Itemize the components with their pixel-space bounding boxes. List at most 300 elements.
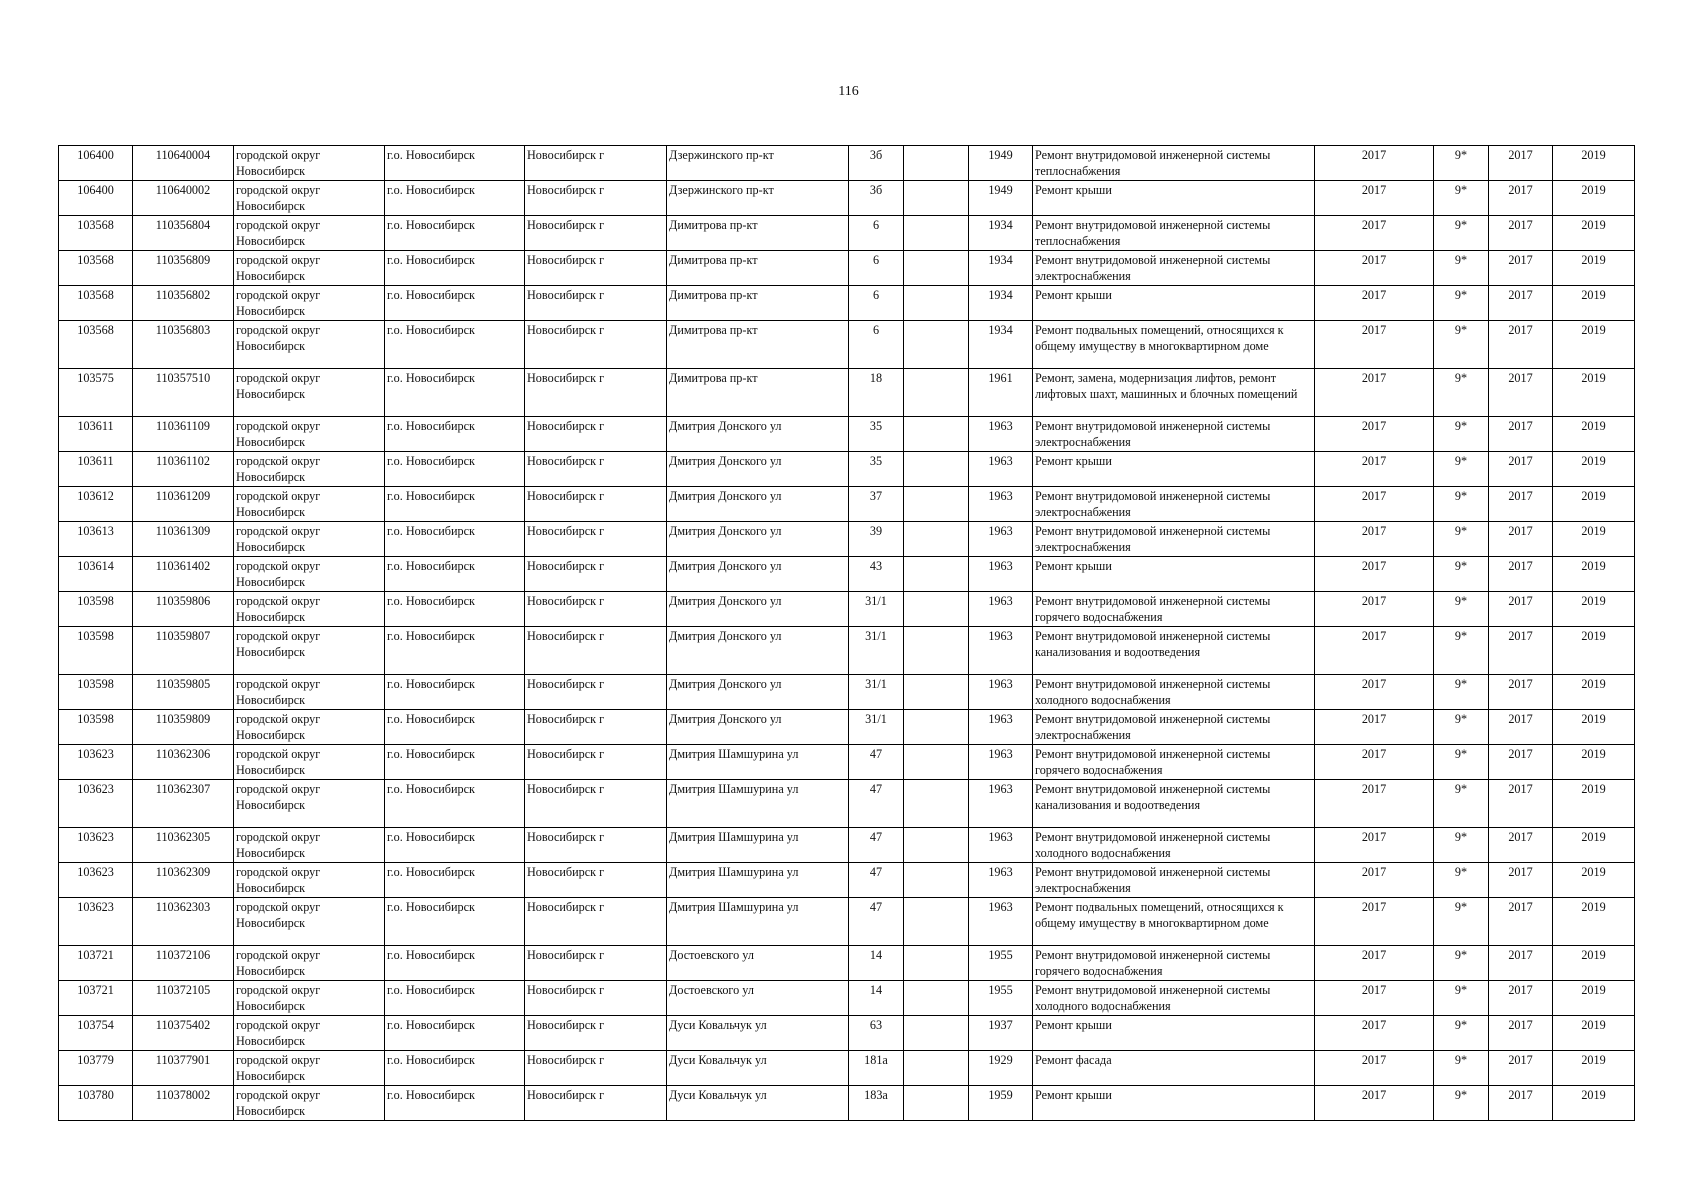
city-cell: Новосибирск г (525, 627, 667, 675)
street-cell: Дмитрия Донского ул (667, 557, 849, 592)
extra-cell (904, 898, 969, 946)
year-built-cell: 1963 (969, 780, 1033, 828)
city-cell: Новосибирск г (525, 487, 667, 522)
category-cell: 9* (1434, 780, 1489, 828)
plan-year-cell: 2017 (1315, 286, 1434, 321)
city-cell: Новосибирск г (525, 710, 667, 745)
year-from-cell: 2017 (1489, 522, 1553, 557)
street-cell: Дзержинского пр-кт (667, 146, 849, 181)
street-cell: Дмитрия Донского ул (667, 522, 849, 557)
house-number-cell: 6 (849, 216, 904, 251)
category-cell: 9* (1434, 487, 1489, 522)
year-built-cell: 1934 (969, 286, 1033, 321)
object-id-cell: 103623 (59, 828, 133, 863)
work-type-cell: Ремонт внутридомовой инженерной системы электроснабжения (1033, 863, 1315, 898)
object-id-cell: 106400 (59, 146, 133, 181)
year-built-cell: 1963 (969, 452, 1033, 487)
district-cell: г.о. Новосибирск (385, 216, 525, 251)
object-id-cell: 103598 (59, 710, 133, 745)
year-from-cell: 2017 (1489, 557, 1553, 592)
municipality-cell: городской округ Новосибирск (234, 898, 385, 946)
category-cell: 9* (1434, 1016, 1489, 1051)
city-cell: Новосибирск г (525, 1051, 667, 1086)
year-built-cell: 1929 (969, 1051, 1033, 1086)
street-cell: Дуси Ковальчук ул (667, 1086, 849, 1121)
category-cell: 9* (1434, 1051, 1489, 1086)
work-code-cell: 110361102 (133, 452, 234, 487)
municipality-cell: городской округ Новосибирск (234, 181, 385, 216)
extra-cell (904, 1086, 969, 1121)
house-number-cell: 43 (849, 557, 904, 592)
district-cell: г.о. Новосибирск (385, 981, 525, 1016)
object-id-cell: 103780 (59, 1086, 133, 1121)
extra-cell (904, 828, 969, 863)
work-code-cell: 110359805 (133, 675, 234, 710)
municipality-cell: городской округ Новосибирск (234, 216, 385, 251)
municipality-cell: городской округ Новосибирск (234, 592, 385, 627)
year-from-cell: 2017 (1489, 898, 1553, 946)
category-cell: 9* (1434, 146, 1489, 181)
year-to-cell: 2019 (1553, 675, 1635, 710)
work-type-cell: Ремонт внутридомовой инженерной системы горячего водоснабжения (1033, 745, 1315, 780)
work-code-cell: 110361209 (133, 487, 234, 522)
municipality-cell: городской округ Новосибирск (234, 1051, 385, 1086)
extra-cell (904, 321, 969, 369)
object-id-cell: 103623 (59, 863, 133, 898)
district-cell: г.о. Новосибирск (385, 321, 525, 369)
work-type-cell: Ремонт внутридомовой инженерной системы канализования и водоотведения (1033, 780, 1315, 828)
city-cell: Новосибирск г (525, 675, 667, 710)
house-number-cell: 18 (849, 369, 904, 417)
year-built-cell: 1963 (969, 745, 1033, 780)
district-cell: г.о. Новосибирск (385, 946, 525, 981)
plan-year-cell: 2017 (1315, 452, 1434, 487)
municipality-cell: городской округ Новосибирск (234, 710, 385, 745)
house-number-cell: 31/1 (849, 675, 904, 710)
district-cell: г.о. Новосибирск (385, 369, 525, 417)
house-number-cell: 37 (849, 487, 904, 522)
table-row (59, 286, 1635, 321)
year-built-cell: 1963 (969, 828, 1033, 863)
year-to-cell: 2019 (1553, 321, 1635, 369)
municipality-cell: городской округ Новосибирск (234, 828, 385, 863)
work-code-cell: 110362306 (133, 745, 234, 780)
work-code-cell: 110356804 (133, 216, 234, 251)
category-cell: 9* (1434, 321, 1489, 369)
extra-cell (904, 745, 969, 780)
district-cell: г.о. Новосибирск (385, 522, 525, 557)
table-row (59, 1051, 1635, 1086)
district-cell: г.о. Новосибирск (385, 181, 525, 216)
work-code-cell: 110356809 (133, 251, 234, 286)
object-id-cell: 103612 (59, 487, 133, 522)
city-cell: Новосибирск г (525, 863, 667, 898)
plan-year-cell: 2017 (1315, 487, 1434, 522)
year-from-cell: 2017 (1489, 321, 1553, 369)
category-cell: 9* (1434, 828, 1489, 863)
street-cell: Дмитрия Шамшурина ул (667, 745, 849, 780)
work-type-cell: Ремонт внутридомовой инженерной системы холодного водоснабжения (1033, 981, 1315, 1016)
table-row (59, 981, 1635, 1016)
house-number-cell: 14 (849, 946, 904, 981)
city-cell: Новосибирск г (525, 146, 667, 181)
street-cell: Дмитрия Шамшурина ул (667, 828, 849, 863)
category-cell: 9* (1434, 710, 1489, 745)
table-row (59, 522, 1635, 557)
work-type-cell: Ремонт крыши (1033, 286, 1315, 321)
year-to-cell: 2019 (1553, 369, 1635, 417)
table-row (59, 216, 1635, 251)
municipality-cell: городской округ Новосибирск (234, 146, 385, 181)
municipality-cell: городской округ Новосибирск (234, 452, 385, 487)
table-row (59, 181, 1635, 216)
year-to-cell: 2019 (1553, 146, 1635, 181)
year-from-cell: 2017 (1489, 745, 1553, 780)
street-cell: Дуси Ковальчук ул (667, 1051, 849, 1086)
extra-cell (904, 863, 969, 898)
street-cell: Достоевского ул (667, 946, 849, 981)
street-cell: Дмитрия Донского ул (667, 627, 849, 675)
year-to-cell: 2019 (1553, 745, 1635, 780)
year-from-cell: 2017 (1489, 863, 1553, 898)
plan-year-cell: 2017 (1315, 898, 1434, 946)
work-code-cell: 110359806 (133, 592, 234, 627)
table-row (59, 146, 1635, 181)
table-row (59, 369, 1635, 417)
work-code-cell: 110372105 (133, 981, 234, 1016)
city-cell: Новосибирск г (525, 780, 667, 828)
extra-cell (904, 710, 969, 745)
object-id-cell: 103623 (59, 780, 133, 828)
municipality-cell: городской округ Новосибирск (234, 745, 385, 780)
category-cell: 9* (1434, 522, 1489, 557)
extra-cell (904, 417, 969, 452)
work-type-cell: Ремонт внутридомовой инженерной системы теплоснабжения (1033, 146, 1315, 181)
work-code-cell: 110362309 (133, 863, 234, 898)
object-id-cell: 103623 (59, 898, 133, 946)
table-row (59, 487, 1635, 522)
plan-year-cell: 2017 (1315, 1086, 1434, 1121)
year-built-cell: 1963 (969, 417, 1033, 452)
extra-cell (904, 251, 969, 286)
year-from-cell: 2017 (1489, 627, 1553, 675)
year-from-cell: 2017 (1489, 487, 1553, 522)
street-cell: Димитрова пр-кт (667, 321, 849, 369)
plan-year-cell: 2017 (1315, 181, 1434, 216)
city-cell: Новосибирск г (525, 522, 667, 557)
year-from-cell: 2017 (1489, 452, 1553, 487)
city-cell: Новосибирск г (525, 369, 667, 417)
street-cell: Дмитрия Донского ул (667, 452, 849, 487)
year-to-cell: 2019 (1553, 1086, 1635, 1121)
house-number-cell: 35 (849, 417, 904, 452)
district-cell: г.о. Новосибирск (385, 780, 525, 828)
year-built-cell: 1963 (969, 592, 1033, 627)
work-type-cell: Ремонт внутридомовой инженерной системы холодного водоснабжения (1033, 675, 1315, 710)
year-to-cell: 2019 (1553, 522, 1635, 557)
city-cell: Новосибирск г (525, 898, 667, 946)
street-cell: Достоевского ул (667, 981, 849, 1016)
work-code-cell: 110378002 (133, 1086, 234, 1121)
plan-year-cell: 2017 (1315, 557, 1434, 592)
plan-year-cell: 2017 (1315, 321, 1434, 369)
district-cell: г.о. Новосибирск (385, 898, 525, 946)
work-code-cell: 110362305 (133, 828, 234, 863)
district-cell: г.о. Новосибирск (385, 710, 525, 745)
category-cell: 9* (1434, 557, 1489, 592)
object-id-cell: 103568 (59, 286, 133, 321)
extra-cell (904, 216, 969, 251)
table-row (59, 321, 1635, 369)
district-cell: г.о. Новосибирск (385, 1051, 525, 1086)
municipality-cell: городской округ Новосибирск (234, 675, 385, 710)
year-from-cell: 2017 (1489, 1051, 1553, 1086)
plan-year-cell: 2017 (1315, 369, 1434, 417)
city-cell: Новосибирск г (525, 286, 667, 321)
work-code-cell: 110640004 (133, 146, 234, 181)
street-cell: Дмитрия Донского ул (667, 592, 849, 627)
district-cell: г.о. Новосибирск (385, 675, 525, 710)
city-cell: Новосибирск г (525, 216, 667, 251)
year-from-cell: 2017 (1489, 181, 1553, 216)
year-to-cell: 2019 (1553, 780, 1635, 828)
work-code-cell: 110359807 (133, 627, 234, 675)
year-built-cell: 1963 (969, 898, 1033, 946)
extra-cell (904, 627, 969, 675)
work-code-cell: 110361109 (133, 417, 234, 452)
object-id-cell: 103754 (59, 1016, 133, 1051)
plan-year-cell: 2017 (1315, 863, 1434, 898)
district-cell: г.о. Новосибирск (385, 487, 525, 522)
municipality-cell: городской округ Новосибирск (234, 981, 385, 1016)
plan-year-cell: 2017 (1315, 522, 1434, 557)
extra-cell (904, 369, 969, 417)
work-type-cell: Ремонт крыши (1033, 1016, 1315, 1051)
object-id-cell: 103568 (59, 321, 133, 369)
year-to-cell: 2019 (1553, 592, 1635, 627)
plan-year-cell: 2017 (1315, 946, 1434, 981)
year-built-cell: 1963 (969, 487, 1033, 522)
municipality-cell: городской округ Новосибирск (234, 487, 385, 522)
work-type-cell: Ремонт крыши (1033, 452, 1315, 487)
year-built-cell: 1949 (969, 146, 1033, 181)
district-cell: г.о. Новосибирск (385, 627, 525, 675)
work-code-cell: 110640002 (133, 181, 234, 216)
year-built-cell: 1937 (969, 1016, 1033, 1051)
year-built-cell: 1949 (969, 181, 1033, 216)
district-cell: г.о. Новосибирск (385, 286, 525, 321)
object-id-cell: 103568 (59, 251, 133, 286)
city-cell: Новосибирск г (525, 1016, 667, 1051)
plan-year-cell: 2017 (1315, 780, 1434, 828)
work-type-cell: Ремонт внутридомовой инженерной системы горячего водоснабжения (1033, 946, 1315, 981)
house-number-cell: 14 (849, 981, 904, 1016)
district-cell: г.о. Новосибирск (385, 863, 525, 898)
extra-cell (904, 452, 969, 487)
year-to-cell: 2019 (1553, 710, 1635, 745)
city-cell: Новосибирск г (525, 557, 667, 592)
city-cell: Новосибирск г (525, 251, 667, 286)
year-from-cell: 2017 (1489, 417, 1553, 452)
house-number-cell: 3б (849, 181, 904, 216)
year-built-cell: 1955 (969, 946, 1033, 981)
extra-cell (904, 780, 969, 828)
work-type-cell: Ремонт внутридомовой инженерной системы электроснабжения (1033, 251, 1315, 286)
year-from-cell: 2017 (1489, 710, 1553, 745)
work-type-cell: Ремонт крыши (1033, 557, 1315, 592)
year-from-cell: 2017 (1489, 981, 1553, 1016)
city-cell: Новосибирск г (525, 946, 667, 981)
district-cell: г.о. Новосибирск (385, 452, 525, 487)
year-from-cell: 2017 (1489, 251, 1553, 286)
house-number-cell: 6 (849, 286, 904, 321)
street-cell: Дмитрия Донского ул (667, 710, 849, 745)
street-cell: Дуси Ковальчук ул (667, 1016, 849, 1051)
plan-year-cell: 2017 (1315, 417, 1434, 452)
plan-year-cell: 2017 (1315, 745, 1434, 780)
work-type-cell: Ремонт, замена, модернизация лифтов, ремонт лифтовых шахт, машинных и блочных помещений (1033, 369, 1315, 417)
house-number-cell: 3б (849, 146, 904, 181)
work-type-cell: Ремонт подвальных помещений, относящихся к общему имуществу в многоквартирном доме (1033, 321, 1315, 369)
year-built-cell: 1959 (969, 1086, 1033, 1121)
table-row (59, 557, 1635, 592)
street-cell: Дмитрия Шамшурина ул (667, 898, 849, 946)
extra-cell (904, 487, 969, 522)
table-row (59, 592, 1635, 627)
work-type-cell: Ремонт фасада (1033, 1051, 1315, 1086)
house-number-cell: 183а (849, 1086, 904, 1121)
district-cell: г.о. Новосибирск (385, 592, 525, 627)
year-to-cell: 2019 (1553, 557, 1635, 592)
municipality-cell: городской округ Новосибирск (234, 557, 385, 592)
work-type-cell: Ремонт внутридомовой инженерной системы электроснабжения (1033, 417, 1315, 452)
district-cell: г.о. Новосибирск (385, 1016, 525, 1051)
extra-cell (904, 286, 969, 321)
object-id-cell: 103779 (59, 1051, 133, 1086)
year-built-cell: 1934 (969, 251, 1033, 286)
city-cell: Новосибирск г (525, 592, 667, 627)
year-built-cell: 1934 (969, 216, 1033, 251)
category-cell: 9* (1434, 946, 1489, 981)
year-from-cell: 2017 (1489, 828, 1553, 863)
year-to-cell: 2019 (1553, 181, 1635, 216)
year-to-cell: 2019 (1553, 1016, 1635, 1051)
municipality-cell: городской округ Новосибирск (234, 946, 385, 981)
plan-year-cell: 2017 (1315, 216, 1434, 251)
work-code-cell: 110362307 (133, 780, 234, 828)
street-cell: Димитрова пр-кт (667, 369, 849, 417)
table-row (59, 675, 1635, 710)
city-cell: Новосибирск г (525, 828, 667, 863)
category-cell: 9* (1434, 452, 1489, 487)
object-id-cell: 106400 (59, 181, 133, 216)
city-cell: Новосибирск г (525, 981, 667, 1016)
year-built-cell: 1961 (969, 369, 1033, 417)
object-id-cell: 103721 (59, 981, 133, 1016)
extra-cell (904, 522, 969, 557)
work-code-cell: 110356802 (133, 286, 234, 321)
year-built-cell: 1963 (969, 710, 1033, 745)
house-number-cell: 31/1 (849, 592, 904, 627)
municipality-cell: городской округ Новосибирск (234, 863, 385, 898)
year-to-cell: 2019 (1553, 417, 1635, 452)
city-cell: Новосибирск г (525, 452, 667, 487)
object-id-cell: 103568 (59, 216, 133, 251)
street-cell: Дмитрия Шамшурина ул (667, 780, 849, 828)
year-to-cell: 2019 (1553, 898, 1635, 946)
category-cell: 9* (1434, 898, 1489, 946)
category-cell: 9* (1434, 369, 1489, 417)
municipality-cell: городской округ Новосибирск (234, 417, 385, 452)
extra-cell (904, 1051, 969, 1086)
year-to-cell: 2019 (1553, 828, 1635, 863)
table-row (59, 898, 1635, 946)
work-code-cell: 110357510 (133, 369, 234, 417)
table-row (59, 780, 1635, 828)
district-cell: г.о. Новосибирск (385, 828, 525, 863)
city-cell: Новосибирск г (525, 181, 667, 216)
year-to-cell: 2019 (1553, 946, 1635, 981)
table-row (59, 863, 1635, 898)
city-cell: Новосибирск г (525, 1086, 667, 1121)
street-cell: Димитрова пр-кт (667, 216, 849, 251)
category-cell: 9* (1434, 627, 1489, 675)
year-built-cell: 1963 (969, 522, 1033, 557)
year-to-cell: 2019 (1553, 216, 1635, 251)
extra-cell (904, 592, 969, 627)
category-cell: 9* (1434, 216, 1489, 251)
year-from-cell: 2017 (1489, 1016, 1553, 1051)
extra-cell (904, 1016, 969, 1051)
street-cell: Димитрова пр-кт (667, 286, 849, 321)
year-to-cell: 2019 (1553, 1051, 1635, 1086)
street-cell: Дмитрия Шамшурина ул (667, 863, 849, 898)
register-rows (59, 146, 1635, 1121)
house-number-cell: 47 (849, 863, 904, 898)
municipality-cell: городской округ Новосибирск (234, 780, 385, 828)
year-built-cell: 1934 (969, 321, 1033, 369)
category-cell: 9* (1434, 417, 1489, 452)
object-id-cell: 103598 (59, 592, 133, 627)
district-cell: г.о. Новосибирск (385, 1086, 525, 1121)
object-id-cell: 103613 (59, 522, 133, 557)
plan-year-cell: 2017 (1315, 251, 1434, 286)
year-built-cell: 1963 (969, 627, 1033, 675)
year-to-cell: 2019 (1553, 981, 1635, 1016)
register-table (58, 145, 1635, 1121)
extra-cell (904, 675, 969, 710)
extra-cell (904, 557, 969, 592)
street-cell: Димитрова пр-кт (667, 251, 849, 286)
table-row (59, 1086, 1635, 1121)
municipality-cell: городской округ Новосибирск (234, 522, 385, 557)
year-to-cell: 2019 (1553, 863, 1635, 898)
table-row (59, 1016, 1635, 1051)
object-id-cell: 103623 (59, 745, 133, 780)
object-id-cell: 103611 (59, 417, 133, 452)
year-from-cell: 2017 (1489, 146, 1553, 181)
category-cell: 9* (1434, 592, 1489, 627)
category-cell: 9* (1434, 251, 1489, 286)
work-type-cell: Ремонт внутридомовой инженерной системы теплоснабжения (1033, 216, 1315, 251)
category-cell: 9* (1434, 981, 1489, 1016)
extra-cell (904, 981, 969, 1016)
year-built-cell: 1955 (969, 981, 1033, 1016)
work-code-cell: 110356803 (133, 321, 234, 369)
district-cell: г.о. Новосибирск (385, 251, 525, 286)
plan-year-cell: 2017 (1315, 981, 1434, 1016)
plan-year-cell: 2017 (1315, 828, 1434, 863)
